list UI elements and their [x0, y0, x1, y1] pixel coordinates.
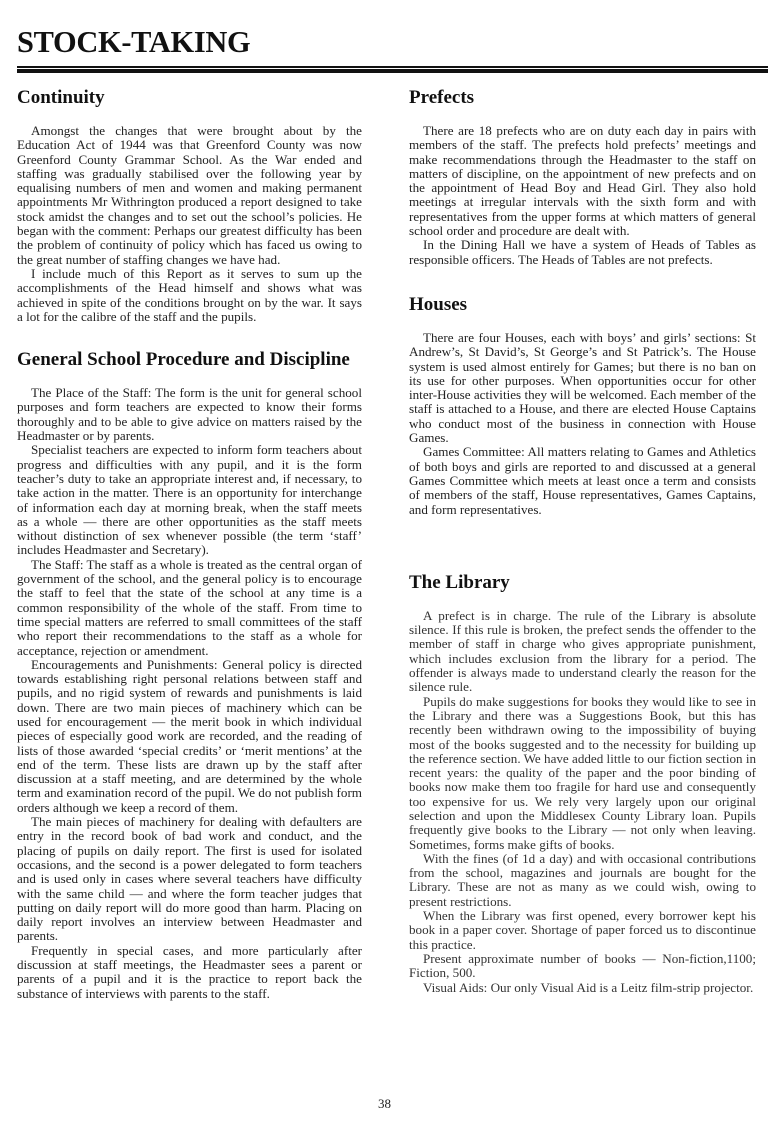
section-heading: General School Procedure and Discipline [17, 349, 350, 371]
paragraph: There are 18 prefects who are on duty each day in pairs with members of the staff. The prefects hold prefects’ meetings and make recommendations through the Headmaster to the staff on matters of discipline, on the appointment of new prefects and on the appointment of Head Boy and Head Girl. They also hold meetings at irregular intervals with the sixth form and with representatives from the upper forms at which matters of general school order and procedure are dealt with. [409, 123, 756, 239]
paragraph: There are four Houses, each with boys’ and girls’ sections: St Andrew’s, St David’s, St George’s and St Patrick’s. The House system is used almost entirely for Games; but there is no ban on its use for other purposes. When opportunities occur for other inter-House activities they will be welcomed. Each member of the staff is attached to a House, and there are elected House Captains who conduct most of the business in connection with House Games. [409, 329, 756, 446]
paragraph: The Staff: The staff as a whole is treated as the central organ of government of the school, and the general policy is to encourage the staff to feel that the state of the school at any time is a common responsibility of the whole of the staff. From time to time special matters are referred to small committees of the staff who report their recommendations to the staff as a whole for acceptance, rejection or amendment. [17, 556, 362, 658]
paragraph: When the Library was first opened, every borrower kept his book in a paper cover. Shortage of paper forced us to discontinue this practice. [409, 908, 756, 952]
section-body [17, 124, 362, 324]
title-double-rule [17, 66, 768, 74]
right-column [409, 86, 756, 995]
section-heading: Houses [409, 293, 468, 315]
paragraph: Encouragements and Punishments: General policy is directed towards establishing right personal relations between staff and pupils, and no rigid system of rewards and punishments is laid down. There are two main pieces of machinery which can be used for encouragement — the merit book in which individual pieces of especially good work are recorded, and the reading of lists of those awarded ‘special credits’ or ‘merit mentions’ at the end of the term. These lists are drawn up by the staff after discussion at a staff meeting, and are determined by the whole term and examination record of the pupil. We do not publish form orders although we keep a record of them. [17, 656, 362, 815]
paragraph: In the Dining Hall we have a system of Heads of Tables as responsible officers. The Heads of Tables are not prefects. [409, 237, 756, 267]
section-heading: Prefects [409, 87, 475, 108]
section-general-school-procedure [17, 348, 362, 1001]
paragraph: With the fines (of 1d a day) and with occasional contributions from the school, magazines and journals are bought for the Library. These are not as many as we could wish, owing to present restrictions. [409, 850, 756, 909]
paragraph: The main pieces of machinery for dealing with defaulters are entry in the record book of bad work and conduct, and the placing of pupils on daily report. The first is used for isolated occasions, and the second is a power delegated to form teachers and is used only in cases where several teachers have difficulty with the same child — and where the form teacher judges that putting on daily report will do more good than harm. Placing on daily report involves an interview between Headmaster and parents. [17, 814, 362, 944]
paragraph: Games Committee: All matters relating to Games and Athletics of both boys and girls are reported to and discussed at a general Games Committee which meets at least once a term and consists of members of the staff, House representatives, Games Captains, and form representatives. [409, 444, 756, 517]
rule-thin-line [17, 66, 768, 68]
paragraph: Present approximate number of books — Non-fiction,1100; Fiction, 500. [409, 950, 756, 981]
section-houses [409, 293, 756, 517]
section-the-library [409, 571, 756, 995]
page-number: 38 [378, 1096, 391, 1111]
paragraph: The Place of the Staff: The form is the unit for general school purposes and form teachers are expected to know their forms thoroughly and to be able to give advice on matters raised by the Headmaster or by parents. [17, 385, 362, 444]
page-title: STOCK-TAKING [17, 24, 251, 59]
rule-thick-line [17, 69, 768, 73]
section-heading: The Library [409, 571, 510, 593]
paragraph: Amongst the changes that were brought about by the Education Act of 1944 was that Greenford County was now Greenford County Grammar School. As the War ended and staffing was gradually stabilised over the following year by equalising numbers of men and women and making permanent appointments Mr Withrington produced a report designed to take stock amidst the changes and to set out the school’s policies. He began with the comment: Perhaps our greatest difficulty has been the problem of continuity of policy which has faced us owing to the great number of staffing changes we have had. [17, 123, 362, 267]
left-column [17, 86, 362, 1001]
paragraph: Pupils do make suggestions for books they would like to see in the Library and there was a Suggestions Book, but this has recently been withdrawn owing to the impossibility of buying most of the books suggested and to the necessity for building up the reference section. We have added little to our fiction section in recent years: the quality of the paper and the poor binding of books now make them too fragile for hard use and consequently too expensive for us. We rely very largely upon our original selection and upon the Middlesex County Library loan. Pupils frequently give books to the Library — not only when leaving. Sometimes, forms make gifts of books. [409, 693, 757, 852]
section-heading: Continuity [17, 87, 105, 108]
paragraph: A prefect is in charge. The rule of the Library is absolute silence. If this rule is broken, the prefect sends the offender to the member of staff in charge who gives appropriate punishment, which includes exclusion from the library for a period. The offender is always made to understand clearly the reason for the silence rule. [409, 607, 756, 695]
paragraph: Frequently in special cases, and more particularly after discussion at staff meetings, the Headmaster sees a parent or parents of a pupil and it is the practice to report back the substance of interviews with parents to the staff. [17, 942, 362, 1001]
section-body [409, 609, 756, 995]
section-prefects [409, 86, 756, 267]
section-body [409, 331, 756, 517]
section-body [409, 124, 756, 267]
paragraph: Specialist teachers are expected to inform form teachers about progress and difficulties with any pupil, and it is the form teacher’s duty to take an appropriate interest and, if necessary, to take action in the matter. There is an opportunity for interchange of information each day at morning break, when the staff meets as a whole — there are other opportunities as the staff meets without distinction of sex whenever possible (the term ‘staff’ includes Headmaster and Secretary). [17, 442, 362, 558]
section-body [17, 386, 362, 1001]
paragraph: Visual Aids: Our only Visual Aid is a Leitz film-strip projector. [423, 979, 754, 995]
section-continuity [17, 86, 362, 324]
paragraph: I include much of this Report as it serves to sum up the accomplishments of the Head himself and shows what was achieved in spite of the conditions brought on by the war. It says a lot for the calibre of the staff and the pupils. [17, 265, 362, 324]
